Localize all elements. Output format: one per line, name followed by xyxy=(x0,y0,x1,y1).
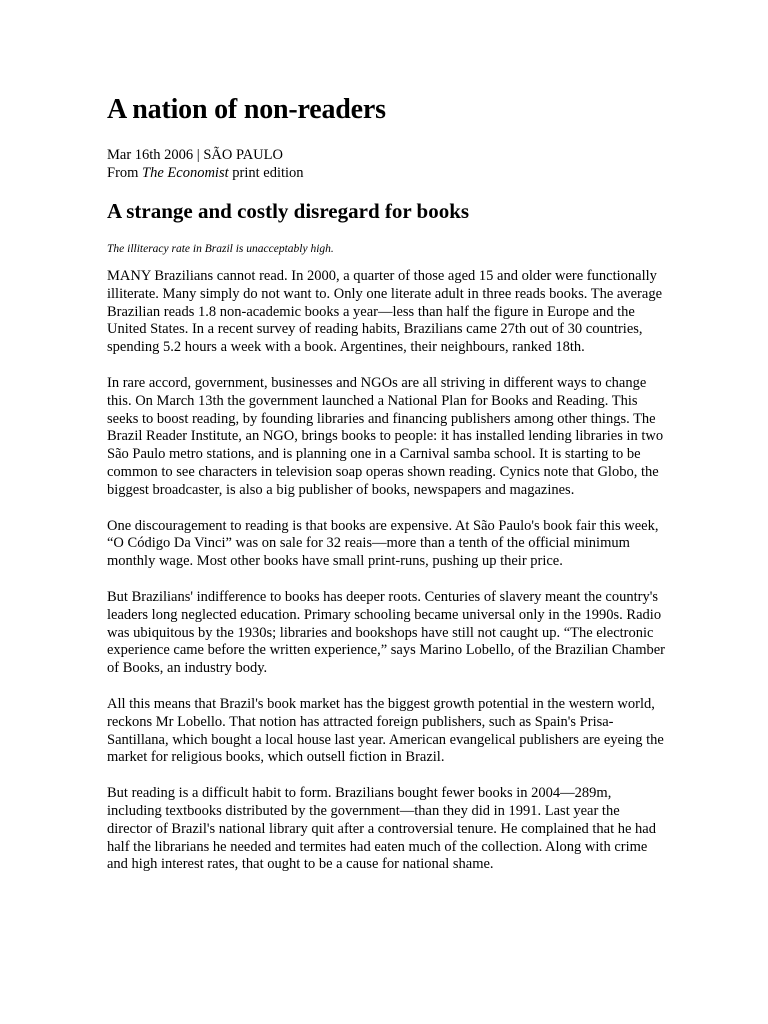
article-body xyxy=(107,268,667,874)
article-meta xyxy=(107,146,667,182)
paragraph: One discouragement to reading is that books are expensive. At São Paulo's book fair this week, “O Código Da Vinci” was on sale for 32 reais—more than a tenth of the official minimum monthly wage. Most other books have small print-runs, pushing up their price. xyxy=(107,517,659,570)
source-prefix: From xyxy=(107,165,143,181)
article xyxy=(107,92,667,892)
standfirst: The illiteracy rate in Brazil is unacceptably high. xyxy=(107,243,334,255)
paragraph: In rare accord, government, businesses and NGOs are all striving in different ways to change this. On March 13th the government launched a National Plan for Books and Reading. This seeks to boost reading, by founding libraries and financing publishers among other things. The Brazil Reader Institute, an NGO, brings books to people: it has installed lending libraries in two São Paulo metro stations, and is planning one in a Carnival samba school. It is starting to be common to see characters in television soap operas shown reading. Cynics note that Globo, the biggest broadcaster, is also a big publisher of books, newspapers and magazines. xyxy=(107,374,664,498)
paragraph: MANY Brazilians cannot read. In 2000, a quarter of those aged 15 and older were functionally illiterate. Many simply do not want to. Only one literate adult in three reads books. The average Brazilian reads 1.8 non-academic books a year—less than half the figure in Europe and the United States. In a recent survey of reading habits, Brazilians came 27th out of 30 countries, spending 5.2 hours a week with a book. Argentines, their neighbours, ranked 18th. xyxy=(107,268,663,356)
paragraph: But Brazilians' indifference to books has deeper roots. Centuries of slavery meant the country's leaders long neglected education. Primary schooling became universal only in the 1990s. Radio was ubiquitous by the 1930s; libraries and bookshops have still not caught up. “The electronic experience came before the written experience,” says Marino Lobello, of the Brazilian Chamber of Books, an industry body. xyxy=(107,588,666,677)
source-name: The Economist xyxy=(142,165,229,181)
article-title: A nation of non-readers xyxy=(107,94,386,125)
paragraph: All this means that Brazil's book market has the biggest growth potential in the western world, reckons Mr Lobello. That notion has attracted foreign publishers, such as Spain's Prisa-Santillana, which bought a local house last year. American evangelical publishers are eyeing the market for religious books, which outsell fiction in Brazil. xyxy=(107,695,664,766)
dateline: Mar 16th 2006 | SÃO PAULO xyxy=(107,147,283,163)
source-suffix: print edition xyxy=(228,165,304,181)
article-subtitle: A strange and costly disregard for books xyxy=(107,199,470,223)
source-line xyxy=(107,164,667,182)
paragraph: But reading is a difficult habit to form. Brazilians bought fewer books in 2004—289m, including textbooks distributed by the government—than they did in 1991. Last year the director of Brazil's national library quit after a controversial tenure. He complained that he had half the librarians he needed and termites had eaten much of the collection. Along with crime and high interest rates, that ought to be a cause for national shame. xyxy=(107,785,656,873)
